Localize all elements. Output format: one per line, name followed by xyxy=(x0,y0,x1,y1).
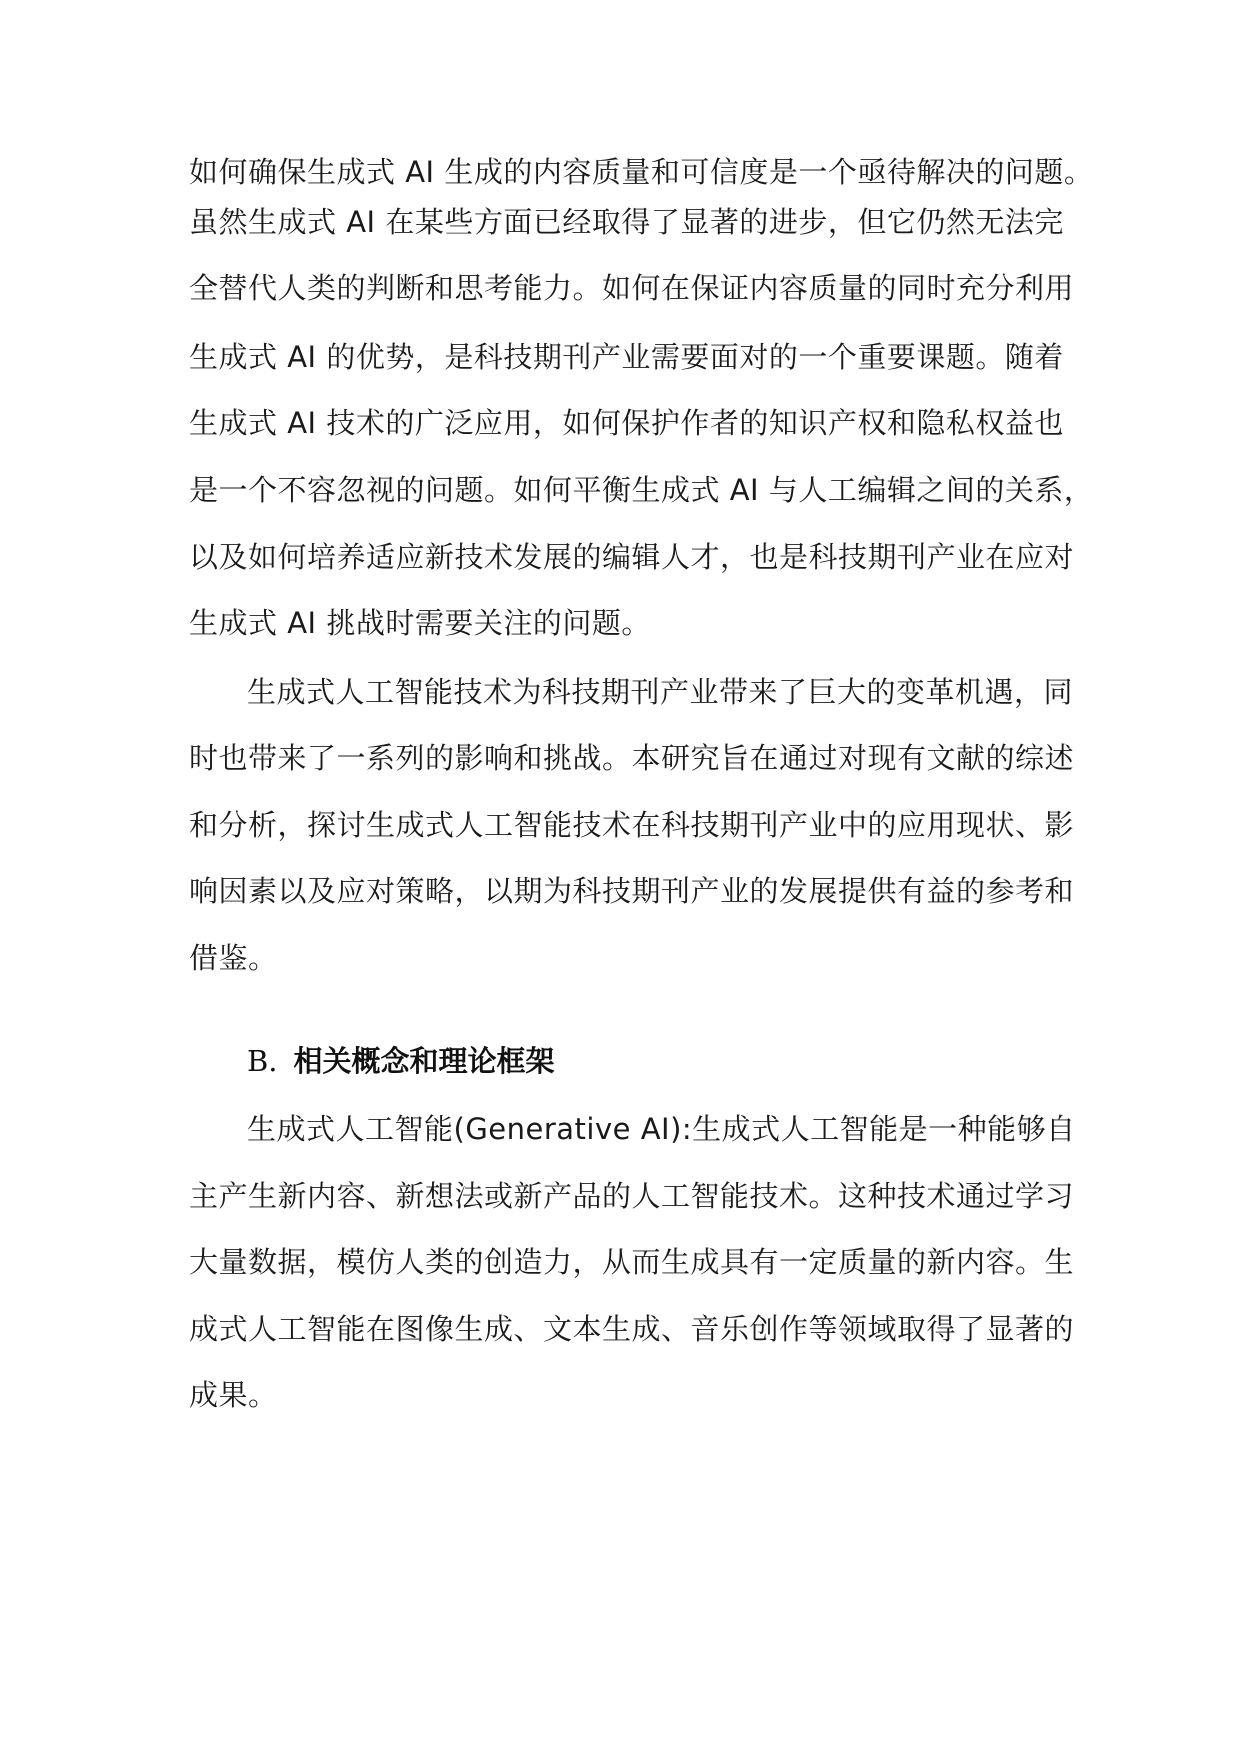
paragraph-line: 响因素以及应对策略，以期为科技期刊产业的发展提供有益的参考和 xyxy=(189,874,1075,908)
paragraph-line: 虽然生成式 AI 在某些方面已经取得了显著的进步，但它仍然无法完 xyxy=(189,205,1064,239)
paragraph-line: 时也带来了一系列的影响和挑战。本研究旨在通过对现有文献的综述 xyxy=(189,741,1075,775)
paragraph-line: 是一个不容忽视的问题。如何平衡生成式 AI 与人工编辑之间的关系， xyxy=(189,473,1094,507)
paragraph-line: 生成式人工智能技术为科技期刊产业带来了巨大的变革机遇，同 xyxy=(247,675,1074,709)
section-heading xyxy=(247,1041,555,1081)
paragraph-line: 生成式 AI 的优势，是科技期刊产业需要面对的一个重要课题。随着 xyxy=(189,340,1064,374)
paragraph-line: 借鉴。 xyxy=(189,941,278,975)
paragraph-line: 以及如何培养适应新技术发展的编辑人才，也是科技期刊产业在应对 xyxy=(189,540,1075,574)
paragraph-line: 生成式 AI 挑战时需要关注的问题。 xyxy=(189,606,651,640)
paragraph-line: 生成式 AI 技术的广泛应用，如何保护作者的知识产权和隐私权益也 xyxy=(189,406,1064,440)
paragraph-line: 主产生新内容、新想法或新产品的人工智能技术。这种技术通过学习 xyxy=(189,1179,1075,1213)
paragraph-line: 成式人工智能在图像生成、文本生成、音乐创作等领域取得了显著的 xyxy=(189,1312,1075,1346)
paragraph-line: 成果。 xyxy=(189,1378,278,1412)
paragraph-line: 大量数据，模仿人类的创造力，从而生成具有一定质量的新内容。生 xyxy=(189,1245,1075,1279)
paragraph-line: 生成式人工智能(Generative AI):生成式人工智能是一种能够自 xyxy=(247,1112,1076,1146)
section-title: 相关概念和理论框架 xyxy=(293,1044,555,1078)
paragraph-line: 全替代人类的判断和思考能力。如何在保证内容质量的同时充分利用 xyxy=(189,271,1075,305)
paragraph-line: 如何确保生成式 AI 生成的内容质量和可信度是一个亟待解决的问题。 xyxy=(189,155,1094,189)
section-marker: B. xyxy=(247,1044,278,1078)
paragraph-line: 和分析，探讨生成式人工智能技术在科技期刊产业中的应用现状、影 xyxy=(189,808,1075,842)
